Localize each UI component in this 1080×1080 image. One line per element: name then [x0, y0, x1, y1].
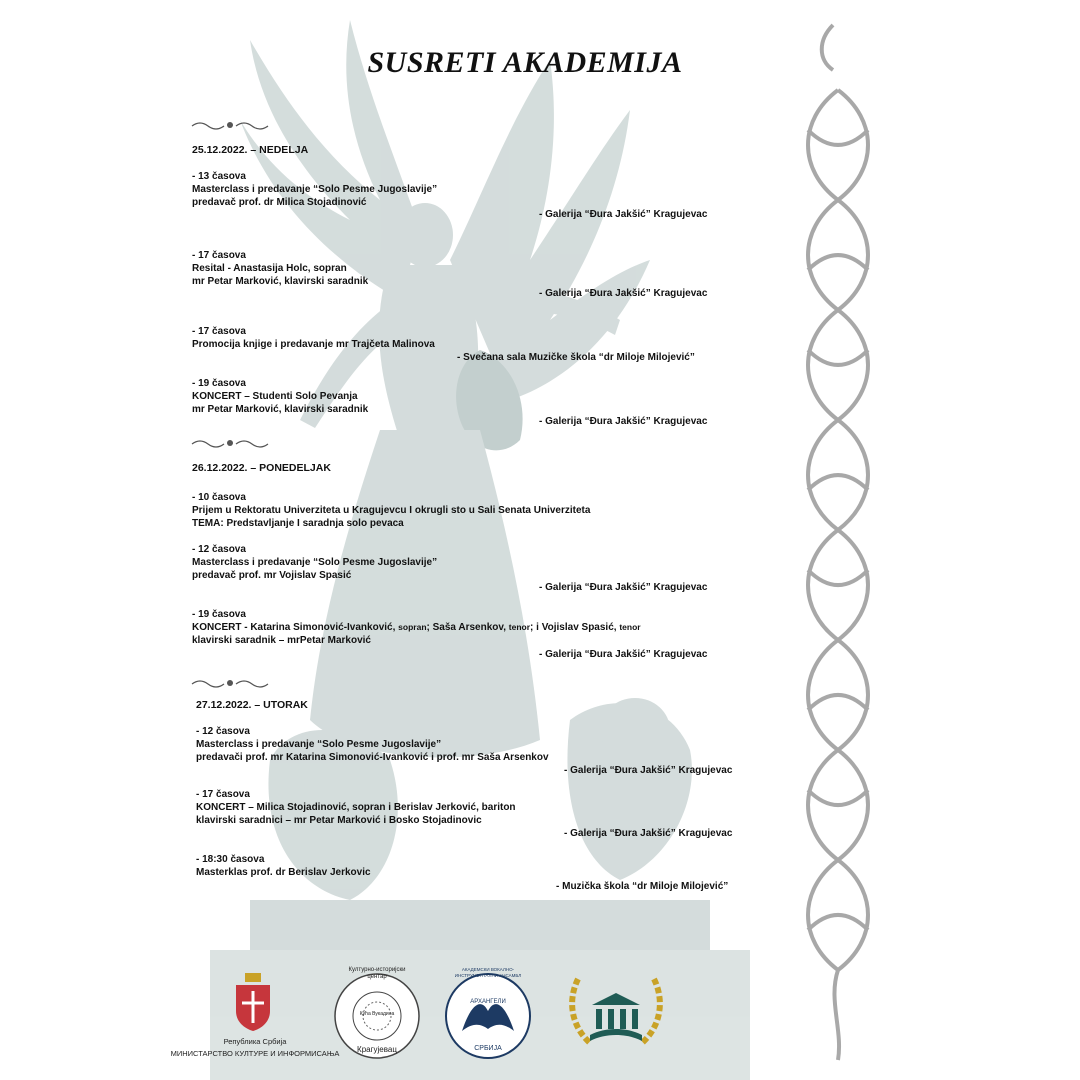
event-time: - 12 časova	[192, 544, 246, 555]
event-line: klavirski saradnici – mr Petar Marković i Bosko Stojadinovic	[196, 815, 482, 826]
ministry-caption-1: Република Србија	[223, 1037, 287, 1046]
event-time: - 17 časova	[192, 250, 246, 261]
event-venue: - Galerija “Đura Jakšić” Kragujevac	[564, 765, 733, 776]
event-venue: - Galerija “Đura Jakšić” Kragujevac	[539, 209, 708, 220]
performers-lead: KONCERT - Katarina Simonović-Ivanković,	[192, 622, 399, 633]
day-header-2: 26.12.2022. – PONEDELJAK	[192, 462, 331, 474]
performer-name: ; i Vojislav Spasić,	[530, 622, 620, 633]
archangels-ring-text: АКАДЕМСКИ ВОКАЛНО-ИНСТРУМЕНТАЛНИ АНСАМБЛ	[454, 967, 522, 978]
sponsor-logos	[0, 965, 1080, 1080]
event-line: TEMA: Predstavljanje I saradnja solo pevaca	[192, 518, 404, 529]
event-2-2	[192, 543, 752, 603]
event-time: - 19 časova	[192, 609, 246, 620]
ministry-caption-2: МИНИСТАРСТВО КУЛТУРЕ И ИНФОРМИСАЊА	[170, 1049, 340, 1058]
event-2-3	[192, 608, 752, 668]
event-venue: - Galerija “Đura Jakšić” Kragujevac	[539, 582, 708, 593]
divider-ornament-2	[190, 436, 270, 452]
event-venue: - Muzička škola “dr Miloje Milojević”	[556, 881, 729, 892]
event-venue: - Galerija “Đura Jakšić” Kragujevac	[564, 828, 733, 839]
cultural-center-city: Крагујевац	[357, 1045, 397, 1054]
event-line: KONCERT – Milica Stojadinović, sopran i Berislav Jerković, bariton	[196, 802, 516, 813]
event-venue: - Galerija “Đura Jakšić” Kragujevac	[539, 416, 708, 427]
event-time: - 10 časova	[192, 492, 246, 503]
event-1-2	[192, 249, 752, 309]
performer-role: sopran	[398, 622, 427, 632]
event-line: predavač prof. dr Milica Stojadinović	[192, 197, 367, 208]
event-1-3	[192, 325, 772, 365]
event-line: Masterclass i predavanje “Solo Pesme Jugoslavije”	[192, 557, 438, 568]
calligraphic-ornament	[788, 20, 888, 1070]
event-line: Promocija knjige i predavanje mr Trajčeta Malinova	[192, 339, 435, 350]
event-1-1	[192, 170, 752, 230]
cultural-center-name: Културно-историјски центар	[348, 967, 406, 980]
event-line-performers	[192, 621, 752, 634]
event-line: Masterklas prof. dr Berislav Jerkovic	[196, 867, 371, 878]
event-time: - 12 časova	[196, 726, 250, 737]
event-line: mr Petar Marković, klavirski saradnik	[192, 404, 369, 415]
event-2-1	[192, 491, 752, 536]
divider-ornament-1	[190, 118, 270, 134]
event-line: mr Petar Marković, klavirski saradnik	[192, 276, 369, 287]
page-title: SUSRETI AKADEMIJA	[367, 46, 683, 79]
archangels-country: СРБИЈА	[474, 1045, 502, 1052]
day-header-1: 25.12.2022. – NEDELJA	[192, 144, 309, 156]
event-venue: - Svečana sala Muzičke škola “dr Miloje Milojević”	[457, 352, 695, 363]
serbia-coat-of-arms-icon	[232, 973, 274, 1033]
event-time: - 17 časova	[196, 789, 250, 800]
event-line: predavač prof. mr Vojislav Spasić	[192, 570, 352, 581]
event-venue: - Galerija “Đura Jakšić” Kragujevac	[539, 649, 708, 660]
event-1-4	[192, 377, 752, 437]
event-time: - 17 časova	[192, 326, 246, 337]
event-3-3	[196, 853, 776, 898]
event-line: predavači prof. mr Katarina Simonović-Ivanković i prof. mr Saša Arsenkov	[196, 752, 549, 763]
day-header-3: 27.12.2022. – UTORAK	[196, 699, 308, 711]
event-time: - 19 časova	[192, 378, 246, 389]
event-line: Resital - Anastasija Holc, sopran	[192, 263, 347, 274]
event-time: - 18:30 časova	[196, 854, 265, 865]
performer-role: tenor	[508, 622, 531, 632]
event-venue: - Galerija “Đura Jakšić” Kragujevac	[539, 288, 708, 299]
event-3-2	[196, 788, 776, 848]
divider-ornament-3	[190, 676, 270, 692]
event-line: klavirski saradnik – mrPetar Marković	[192, 635, 371, 646]
event-line: Prijem u Rektoratu Univerziteta u Kragujevcu I okrugli sto u Sali Senata Univerziteta	[192, 505, 591, 516]
event-line: KONCERT – Studenti Solo Pevanja	[192, 391, 358, 402]
event-3-1	[196, 725, 776, 785]
performer-role: tenor	[619, 622, 641, 632]
event-time: - 13 časova	[192, 171, 246, 182]
angel-statue-background	[150, 0, 770, 1080]
event-line: Masterclass i predavanje “Solo Pesme Jugoslavije”	[192, 184, 438, 195]
cultural-center-inner: Кућа Вукадина	[359, 1011, 395, 1017]
event-line: Masterclass i predavanje “Solo Pesme Jugoslavije”	[196, 739, 442, 750]
university-laurel-logo-icon	[560, 969, 672, 1055]
archangels-name: АРХАНГЕЛИ	[470, 999, 506, 1005]
performer-name: ; Saša Arsenkov,	[426, 622, 509, 633]
